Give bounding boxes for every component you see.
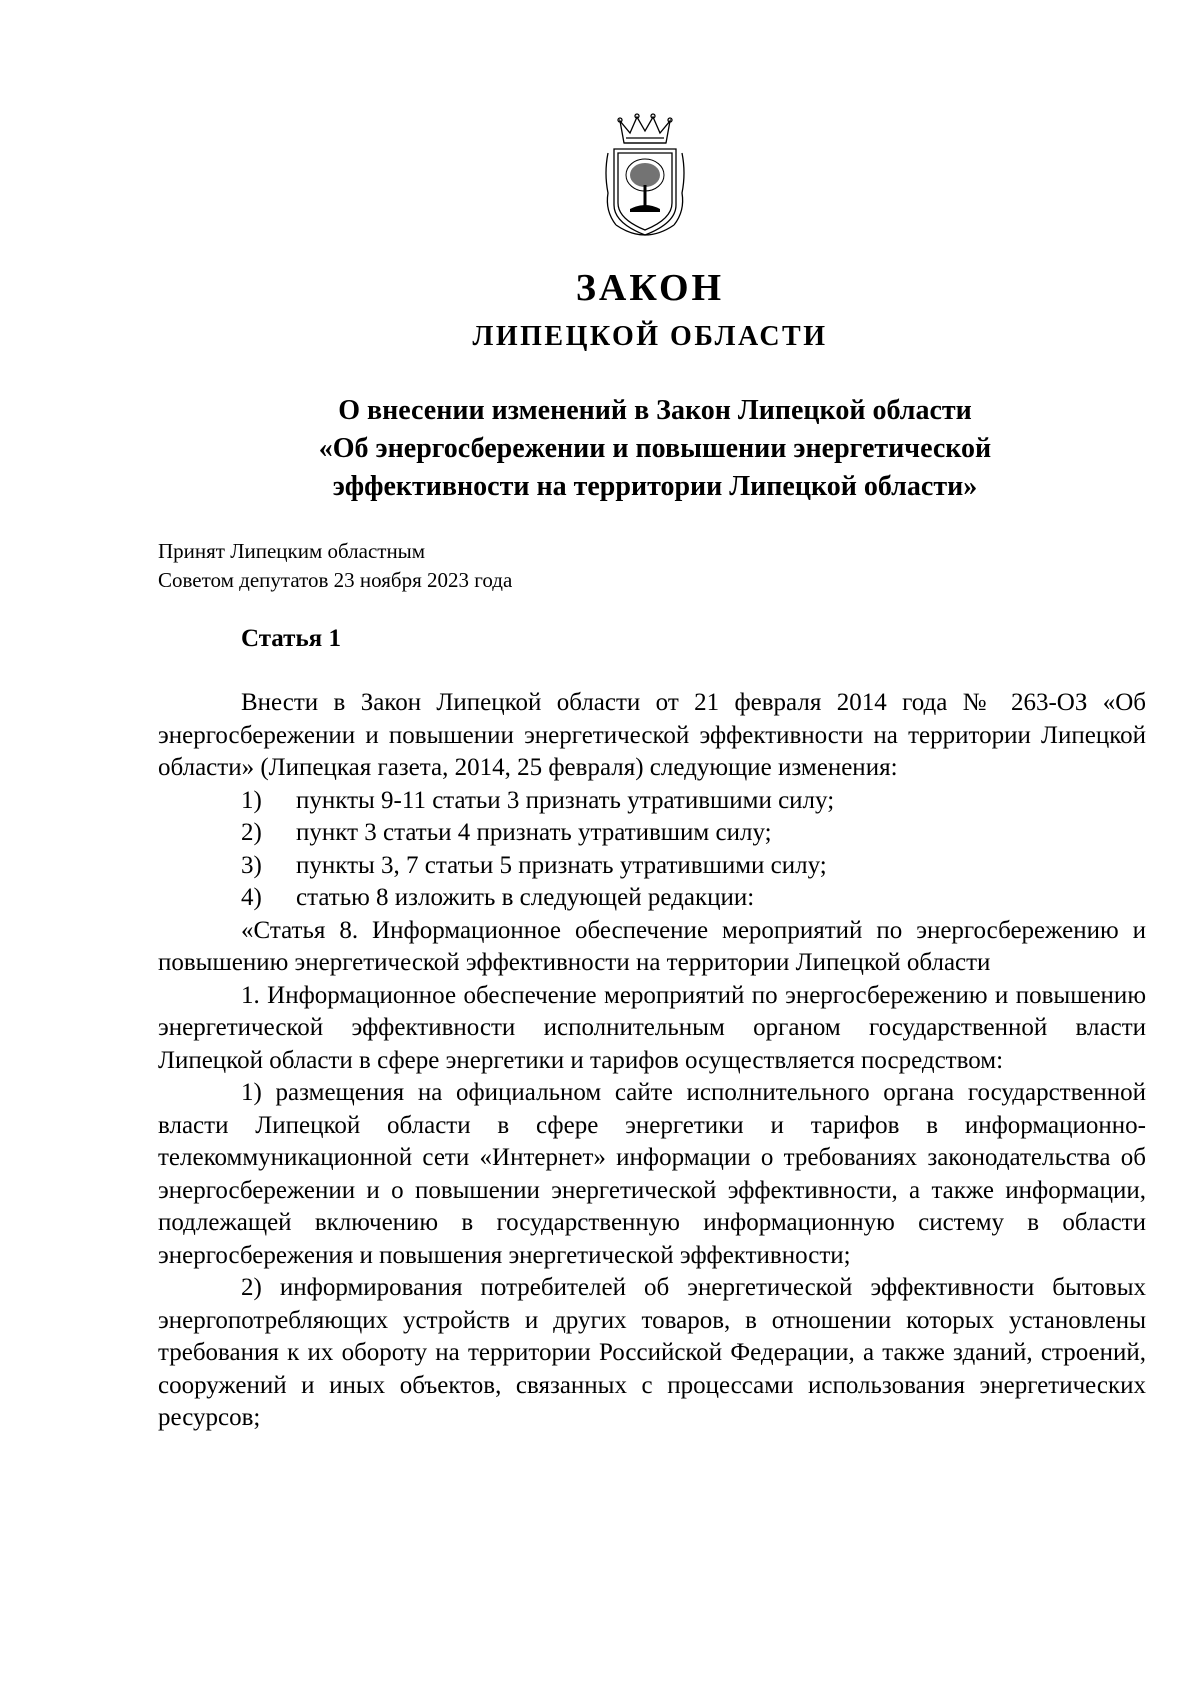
list-item: 1) пункты 9-11 статьи 3 признать утратившими силу; — [241, 786, 835, 814]
list-item: 2) пункт 3 статьи 4 признать утратившим силу; — [241, 819, 772, 846]
law-title: ЗАКОН — [575, 267, 725, 309]
new-article-heading: «Статья 8. Информационное обеспечение мероприятий по энергосбережению и повышению энергетической эффективности на территории Липецкой области — [158, 916, 1146, 976]
paragraph: 1. Информационное обеспечение мероприятий по энергосбережению и повышению энергетической эффективности исполнительным органом государственной власти Липецкой области в сфере энергетики и тарифов осуществляется посредством: — [158, 981, 1146, 1074]
adoption-line: Принят Липецким областным — [158, 539, 426, 563]
list-item: 3) пункты 3, 7 статьи 5 признать утратившими силу; — [241, 851, 827, 879]
adoption-line: Советом депутатов 23 ноября 2023 года — [158, 568, 513, 592]
subparagraph: 2) информирования потребителей об энергетической эффективности бытовых энергопотребляющих устройств и других товаров, в отношении которых установлены требования к их обороту на территории Российской Федерации, а также зданий, строений, сооружений и иных объектов, связанных с процессами использования энергетических ресурсов; — [158, 1274, 1146, 1431]
article-intro: Внести в Закон Липецкой области от 21 февраля 2014 года № 263-ОЗ «Об энергосбережении и повышении энергетической эффективности на территории Липецкой области» (Липецкая газета, 2014, 25 февраля) следующие изменения: — [158, 689, 1146, 781]
list-item: 4) статью 8 изложить в следующей редакции: — [241, 884, 755, 911]
subject-line: эффективности на территории Липецкой области» — [332, 471, 978, 502]
subparagraph: 1) размещения на официальном сайте исполнительного органа государственной власти Липецкой области в сфере энергетики и тарифов в информационно-телекоммуникационной сети «Интернет» информации о требованиях законодательства об энергосбережении и о повышении энергетической эффективности, а также информации, подлежащей включению в государственную информационную систему в области энергосбережения и повышения энергетической эффективности; — [158, 1079, 1146, 1269]
adoption-note — [158, 537, 512, 595]
law-subject — [140, 392, 1170, 506]
coat-of-arms-emblem — [602, 113, 688, 243]
region-title: ЛИПЕЦКОЙ ОБЛАСТИ — [472, 321, 828, 352]
subject-line: «Об энергосбережении и повышении энергетической — [318, 433, 992, 464]
article-body — [158, 687, 1146, 1435]
article-heading: Статья 1 — [241, 625, 341, 652]
subject-line: О внесении изменений в Закон Липецкой области — [338, 395, 972, 426]
